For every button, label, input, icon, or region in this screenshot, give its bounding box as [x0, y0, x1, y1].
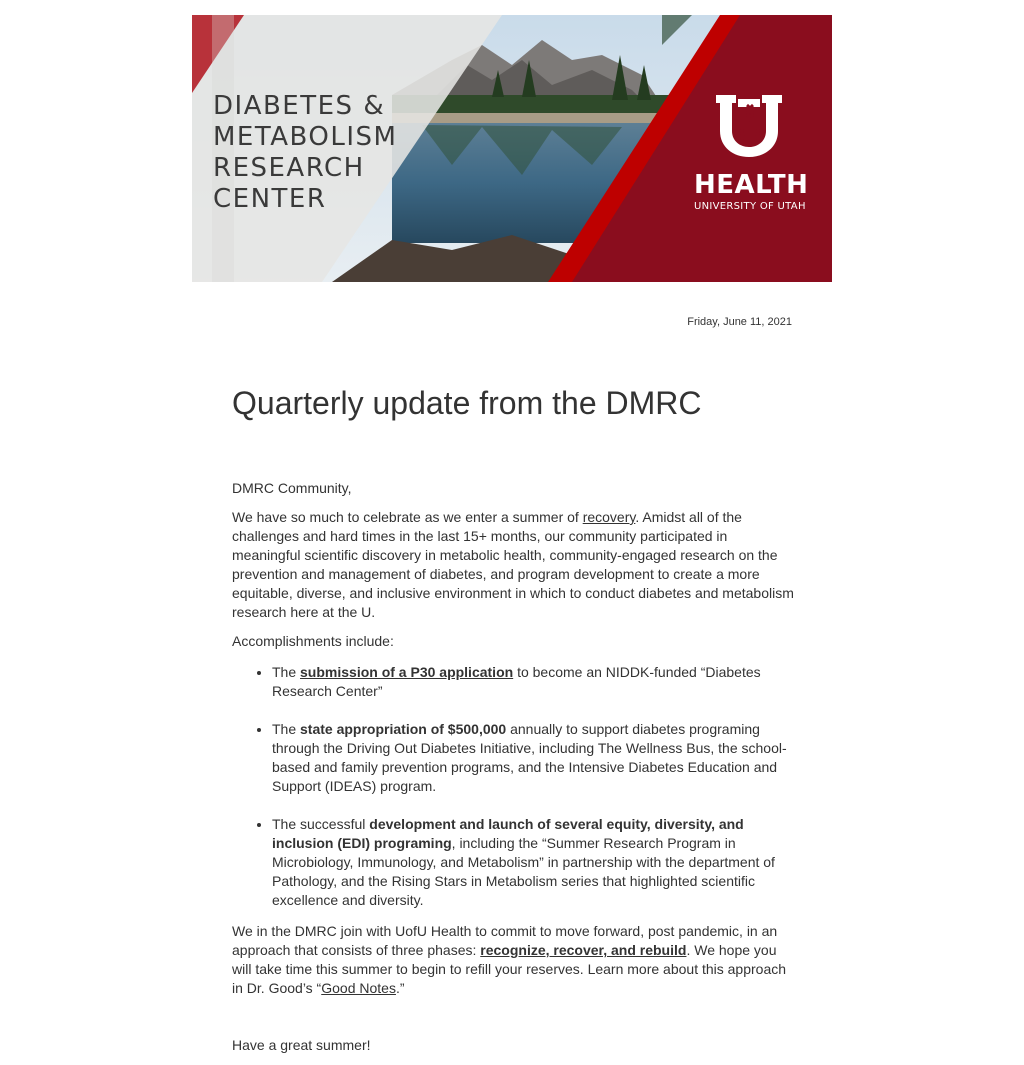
intro-paragraph: [232, 508, 794, 622]
banner-title-line: CENTER: [213, 184, 327, 214]
accomplishments-label: Accomplishments include:: [232, 633, 394, 649]
item-text: The successful: [272, 816, 370, 832]
logo-subtitle: UNIVERSITY OF UTAH: [694, 201, 806, 212]
accomplishments-list: [232, 663, 794, 910]
date-line: Friday, June 11, 2021: [687, 316, 792, 328]
closing-text: . We hope you will take time this summer to begin to refill your reserves. Learn more about this approach in Dr. Good’s “: [232, 942, 787, 996]
item-text: to become an NIDDK-funded “Diabetes Research Center”: [272, 664, 761, 699]
closing-text: We in the DMRC join with UofU Health to commit to move forward, post pandemic, in an approach that consists of three phases:: [232, 923, 778, 958]
item-text: The: [272, 664, 301, 680]
closing-paragraph: [232, 922, 794, 998]
item-bold-text: state appropriation of $500,000: [300, 721, 507, 737]
recovery-link[interactable]: recovery: [582, 509, 636, 525]
item-text: The: [272, 721, 301, 737]
item-bold-text: development and launch of several equity, diversity, and inclusion (EDI) programing: [272, 816, 744, 851]
list-item: [272, 815, 794, 910]
good-notes-link[interactable]: Good Notes: [321, 980, 396, 996]
banner-title-line: METABOLISM: [213, 122, 398, 152]
list-item: [272, 720, 794, 796]
page-title: Quarterly update from the DMRC: [232, 385, 702, 421]
newsletter-body: [232, 479, 794, 1065]
list-item: [272, 663, 794, 701]
header-banner: [192, 15, 832, 282]
signoff: Have a great summer!: [232, 1037, 371, 1053]
logo-health-text: HEALTH: [694, 170, 809, 200]
recognize-recover-rebuild-link[interactable]: recognize, recover, and rebuild: [480, 942, 687, 958]
greeting: DMRC Community,: [232, 480, 352, 496]
banner-title-line: DIABETES &: [213, 91, 386, 121]
item-text: , including the “Summer Research Program in Microbiology, Immunology, and Metabolism” in partnership with the department of Pathology, and the Rising Stars in Metabolism series that highlighted scientific excellence and diversity.: [272, 835, 775, 908]
banner-title: [213, 91, 397, 215]
intro-text: We have so much to celebrate as we enter a summer of: [232, 509, 583, 525]
p30-application-link[interactable]: submission of a P30 application: [300, 664, 514, 680]
u-of-u-logo-icon: [714, 93, 784, 157]
item-text: annually to support diabetes programing through the Driving Out Diabetes Initiative, including The Wellness Bus, the school-based and family prevention programs, and the Intensive Diabetes Education and Support (IDEAS) program.: [272, 721, 787, 794]
intro-text: . Amidst all of the challenges and hard times in the last 15+ months, our community participated in meaningful scientific discovery in metabolic health, community-engaged research on the prevention and management of diabetes, and program development to create a more equitable, diverse, and inclusive environment in which to conduct diabetes and metabolism research here at the U.: [232, 509, 794, 620]
banner-title-line: RESEARCH: [213, 153, 365, 183]
closing-text: .”: [395, 980, 405, 996]
